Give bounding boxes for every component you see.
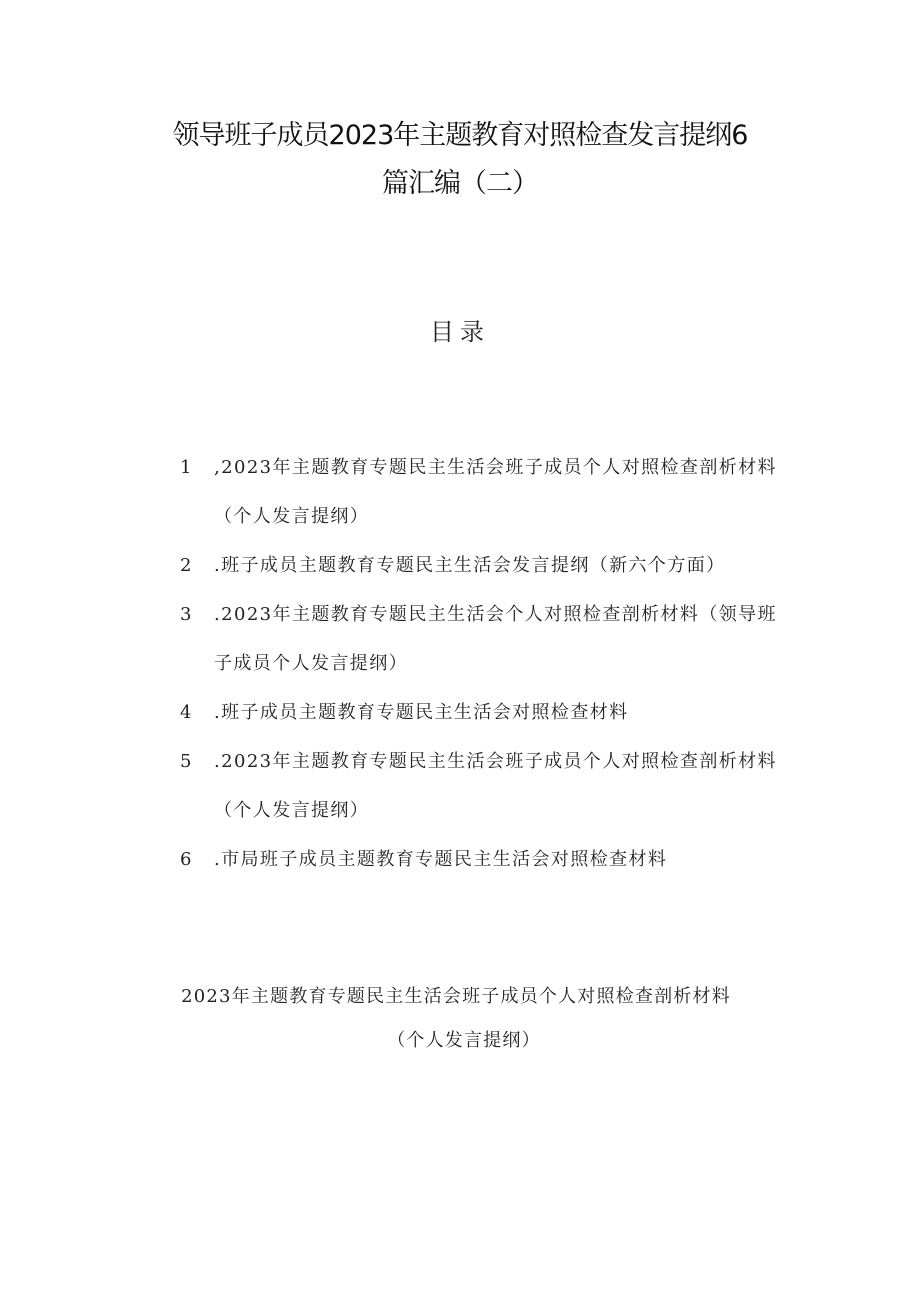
toc-item-1 [180, 443, 790, 541]
toc-item-number: 5 [180, 751, 193, 772]
document-title-line-1: 领导班子成员2023年主题教育对照检查发言提纲6 [172, 120, 748, 151]
toc-item-number: 6 [180, 849, 193, 870]
toc-item-text: .班子成员主题教育专题民主生活会对照检查材料 [214, 702, 629, 723]
toc-item-number: 4 [180, 702, 193, 723]
section-title-line-1: 2023年主题教育专题民主生活会班子成员个人对照检查剖析材料 [181, 986, 731, 1007]
toc-item-6 [180, 835, 790, 884]
toc-item-text: .2023年主题教育专题民主生活会班子成员个人对照检查剖析材料（个人发言提纲） [214, 751, 777, 821]
toc-item-number: 1 [180, 457, 193, 478]
document-title [0, 112, 920, 208]
toc-item-number: 2 [180, 555, 193, 576]
toc-item-text: .市局班子成员主题教育专题民主生活会对照检查材料 [214, 849, 668, 870]
toc-item-text: .2023年主题教育专题民主生活会个人对照检查剖析材料（领导班子成员个人发言提纲） [214, 604, 777, 674]
toc-item-5 [180, 737, 790, 835]
toc-item-number: 3 [180, 604, 193, 625]
document-title-line-2: 篇汇编（二） [382, 168, 538, 199]
table-of-contents [180, 443, 790, 884]
section-title [0, 975, 920, 1063]
toc-item-text: .班子成员主题教育专题民主生活会发言提纲（新六个方面） [214, 555, 726, 576]
toc-item-text: ,2023年主题教育专题民主生活会班子成员个人对照检查剖析材料（个人发言提纲） [214, 457, 777, 527]
toc-heading: 目录 [430, 318, 490, 346]
toc-item-3 [180, 590, 790, 688]
toc-item-2 [180, 541, 790, 590]
toc-item-4 [180, 688, 790, 737]
section-title-line-2: （个人发言提纲） [387, 1030, 541, 1051]
